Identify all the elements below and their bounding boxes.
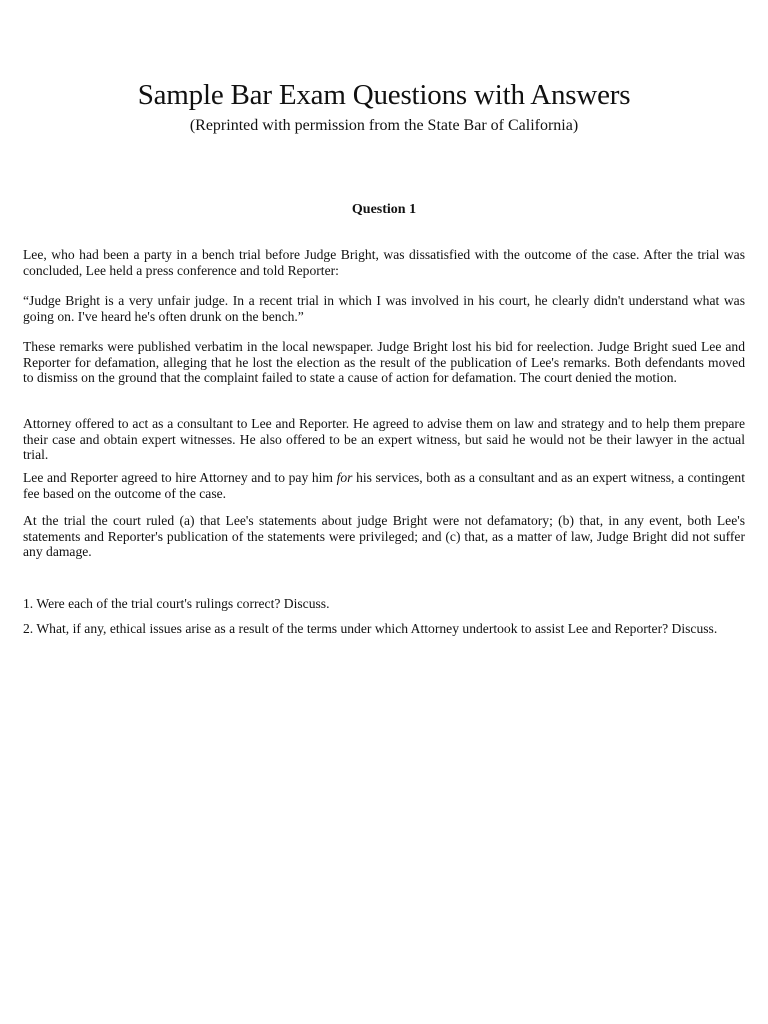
fact-paragraph-4: Attorney offered to act as a consultant to Lee and Reporter. He agreed to advise them on law and strategy and to help them prepare their case and obtain expert witnesses. He also offered to be an expert witness, but said he would not be their lawyer in the actual trial. — [23, 416, 745, 462]
question-2-item: 2. What, if any, ethical issues arise as a result of the terms under which Attorney undertook to assist Lee and Reporter? Discuss. — [23, 621, 718, 636]
fact-paragraph-5 — [23, 470, 745, 501]
fact-paragraph-6: At the trial the court ruled (a) that Lee's statements about judge Bright were not defamatory; (b) that, in any event, both Lee's statements and Reporter's publication of the statements were privileged; and (c) that, as a matter of law, Judge Bright did not suffer any damage. — [23, 513, 745, 559]
fact-paragraph-5-end: his services, both as a consultant and as an expert witness, a contingent fee based on the outcome of the case. — [23, 470, 745, 501]
fact-paragraph-3: These remarks were published verbatim in the local newspaper. Judge Bright lost his bid for reelection. Judge Bright sued Lee and Reporter for defamation, alleging that he lost the election as the result of the publication of Lee's remarks. Both defendants moved to dismiss on the ground that the complaint failed to state a cause of action for defamation. The court denied the motion. — [23, 339, 745, 385]
quote-paragraph: “Judge Bright is a very unfair judge. In a recent trial in which I was involved in his court, he clearly didn't understand what was going on. I've heard he's often drunk on the bench.” — [23, 293, 745, 324]
document-title: Sample Bar Exam Questions with Answers — [137, 79, 631, 111]
fact-paragraph-1: Lee, who had been a party in a bench trial before Judge Bright, was dissatisfied with the outcome of the case. After the trial was concluded, Lee held a press conference and told Reporter: — [23, 247, 745, 278]
document-subtitle: (Reprinted with permission from the State Bar of California) — [189, 117, 579, 134]
question-1-item: 1. Were each of the trial court's rulings correct? Discuss. — [23, 596, 330, 611]
fact-paragraph-5-italic: for — [336, 470, 353, 485]
question-heading: Question 1 — [351, 202, 417, 217]
fact-paragraph-5-start: Lee and Reporter agreed to hire Attorney and to pay him — [23, 470, 337, 485]
